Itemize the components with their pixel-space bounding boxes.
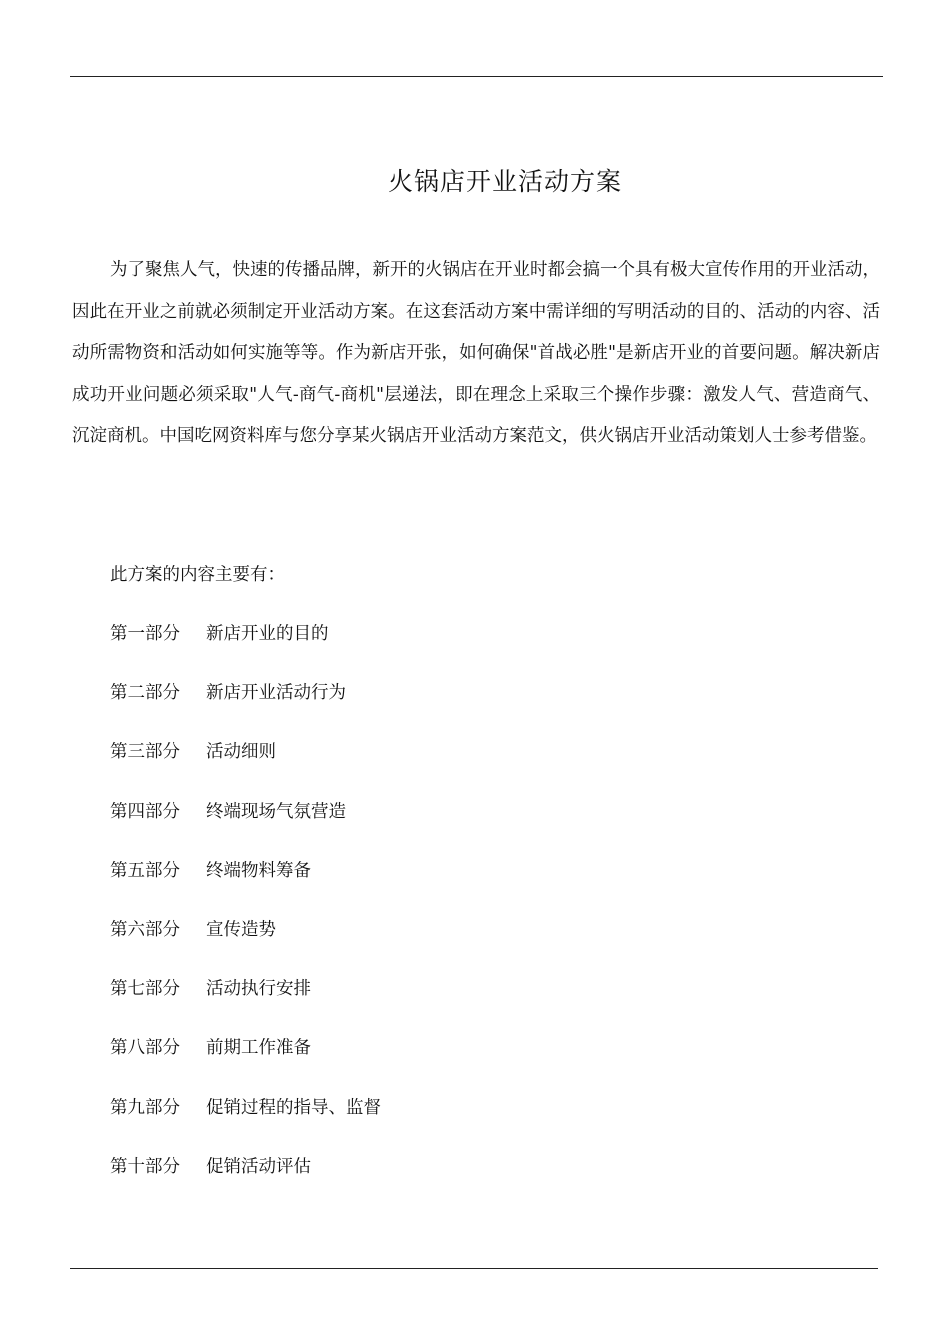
- part-title: 活动细则: [206, 742, 276, 763]
- part-title: 促销活动评估: [206, 1156, 311, 1177]
- part-number: 第三部分: [110, 742, 180, 763]
- contents-lead: 此方案的内容主要有：: [110, 565, 285, 585]
- footer-rule: [70, 1268, 878, 1269]
- part-number: 第八部分: [110, 1038, 180, 1059]
- list-item: [110, 1033, 381, 1092]
- part-title: 终端现场气氛营造: [206, 801, 346, 822]
- part-title: 新店开业的目的: [206, 624, 329, 644]
- part-title: 前期工作准备: [206, 1038, 311, 1059]
- list-item: [110, 678, 381, 737]
- part-number: 第十部分: [110, 1156, 180, 1177]
- list-item: [110, 1152, 381, 1211]
- part-title: 促销过程的指导、监督: [206, 1097, 381, 1118]
- part-number: 第七部分: [110, 979, 180, 1000]
- list-item: [110, 856, 381, 915]
- part-number: 第一部分: [110, 624, 180, 644]
- part-number: 第四部分: [110, 801, 180, 822]
- part-number: 第六部分: [110, 919, 180, 940]
- contents-list: [110, 619, 381, 1211]
- part-number: 第五部分: [110, 860, 180, 881]
- part-number: 第九部分: [110, 1097, 180, 1118]
- list-item: [110, 737, 381, 796]
- part-title: 终端物料筹备: [206, 860, 311, 881]
- list-item: [110, 619, 381, 678]
- header-rule: [70, 76, 883, 77]
- list-item: [110, 797, 381, 856]
- list-item: [110, 974, 381, 1033]
- part-number: 第二部分: [110, 683, 180, 704]
- part-title: 宣传造势: [206, 919, 276, 940]
- intro-paragraph: 为了聚焦人气，快速的传播品牌，新开的火锅店在开业时都会搞一个具有极大宣传作用的开业活动，因此在开业之前就必须制定开业活动方案。在这套活动方案中需详细的写明活动的目的、活动的内容、活动所需物资和活动如何实施等等。作为新店开张，如何确保"首战必胜"是新店开业的首要问题。解决新店成功开业问题必须采取"人气-商气-商机"层递法，即在理念上采取三个操作步骤：激发人气、营造商气、沉淀商机。中国吃网资料库与您分享某火锅店开业活动方案范文，供火锅店开业活动策划人士参考借鉴。: [72, 260, 880, 446]
- part-title: 新店开业活动行为: [206, 683, 346, 704]
- part-title: 活动执行安排: [206, 979, 311, 1000]
- list-item: [110, 1093, 381, 1152]
- list-item: [110, 915, 381, 974]
- document-title: 火锅店开业活动方案: [387, 167, 622, 196]
